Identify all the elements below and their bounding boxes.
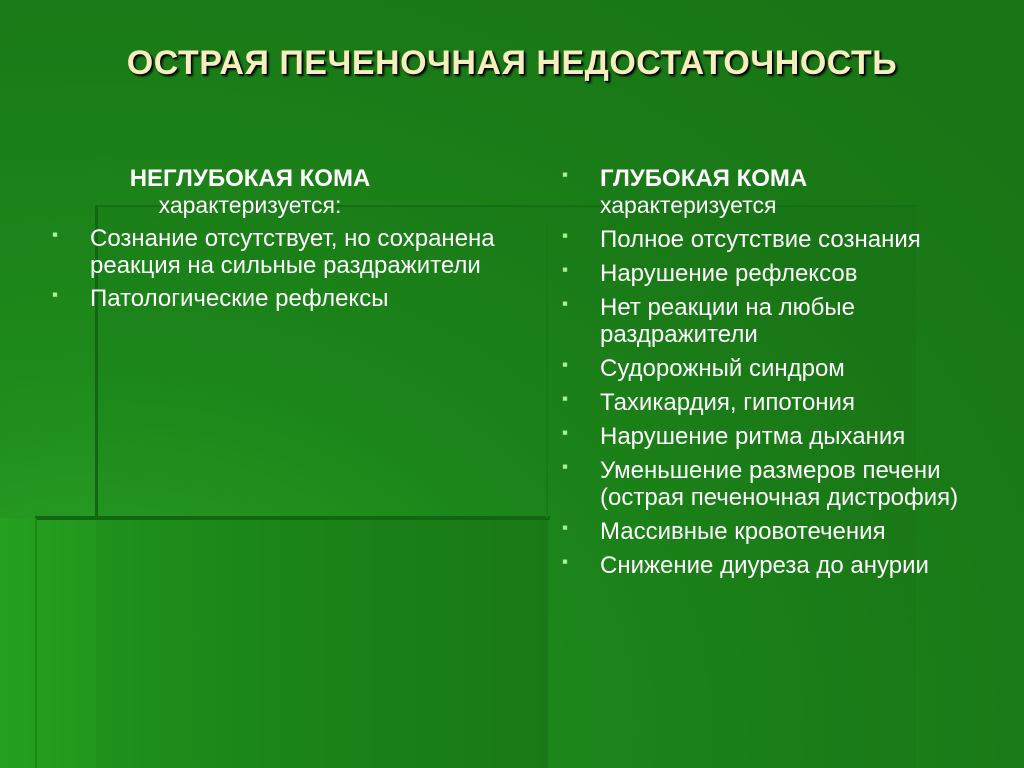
right-column-heading: ГЛУБОКАЯ КОМА bbox=[600, 165, 808, 192]
bullet-icon: ▪ bbox=[562, 260, 569, 279]
list-item: ▪ Сознание отсутствует, но сохранена реакция на сильные раздражители bbox=[52, 225, 495, 279]
slide-title: ОСТРАЯ ПЕЧЕНОЧНАЯ НЕДОСТАТОЧНОСТЬ bbox=[126, 44, 898, 82]
bullet-icon: ▪ bbox=[562, 389, 569, 408]
bullet-icon: ▪ bbox=[562, 552, 569, 571]
bullet-icon: ▪ bbox=[562, 518, 569, 537]
list-item: ▪ Снижение диуреза до анурии bbox=[562, 552, 929, 579]
list-item: ▪ Массивные кровотечения bbox=[562, 518, 886, 545]
decor-line bbox=[35, 516, 550, 520]
decor-line bbox=[546, 206, 548, 518]
list-item: ▪ Нарушение ритма дыхания bbox=[562, 423, 906, 450]
list-item: ▪ Судорожный синдром bbox=[562, 355, 845, 382]
right-column-header bbox=[560, 165, 1000, 219]
bullet-icon: ▪ bbox=[562, 226, 569, 245]
right-column-subheading: характеризуется bbox=[600, 192, 777, 218]
bullet-icon: ▪ bbox=[562, 457, 569, 476]
right-column-list bbox=[560, 226, 1000, 579]
list-item: ▪ Патологические рефлексы bbox=[52, 285, 389, 312]
list-item: ▪ Нет реакции на любые раздражители bbox=[562, 294, 855, 348]
list-item: ▪ Тахикардия, гипотония bbox=[562, 389, 855, 416]
bullet-icon: ▪ bbox=[562, 423, 569, 442]
left-column-heading: НЕГЛУБОКАЯ КОМА bbox=[129, 165, 371, 192]
bullet-icon: ▪ bbox=[52, 225, 59, 244]
decor-line bbox=[35, 518, 37, 768]
bullet-icon: ▪ bbox=[52, 285, 59, 304]
left-column-header bbox=[50, 165, 410, 219]
left-column-list bbox=[50, 225, 530, 312]
list-item: ▪ Уменьшение размеров печени (острая печеночная дистрофия) bbox=[562, 457, 959, 511]
left-column bbox=[50, 165, 530, 312]
list-item: ▪ Нарушение рефлексов bbox=[562, 260, 858, 287]
bullet-icon: ▪ bbox=[562, 355, 569, 374]
list-item: ▪ Полное отсутствие сознания bbox=[562, 226, 921, 253]
bullet-icon: ▪ bbox=[562, 294, 569, 313]
bullet-icon: ▪ bbox=[562, 165, 569, 184]
right-column bbox=[560, 165, 1000, 579]
left-column-subheading: характеризуется: bbox=[158, 192, 342, 218]
